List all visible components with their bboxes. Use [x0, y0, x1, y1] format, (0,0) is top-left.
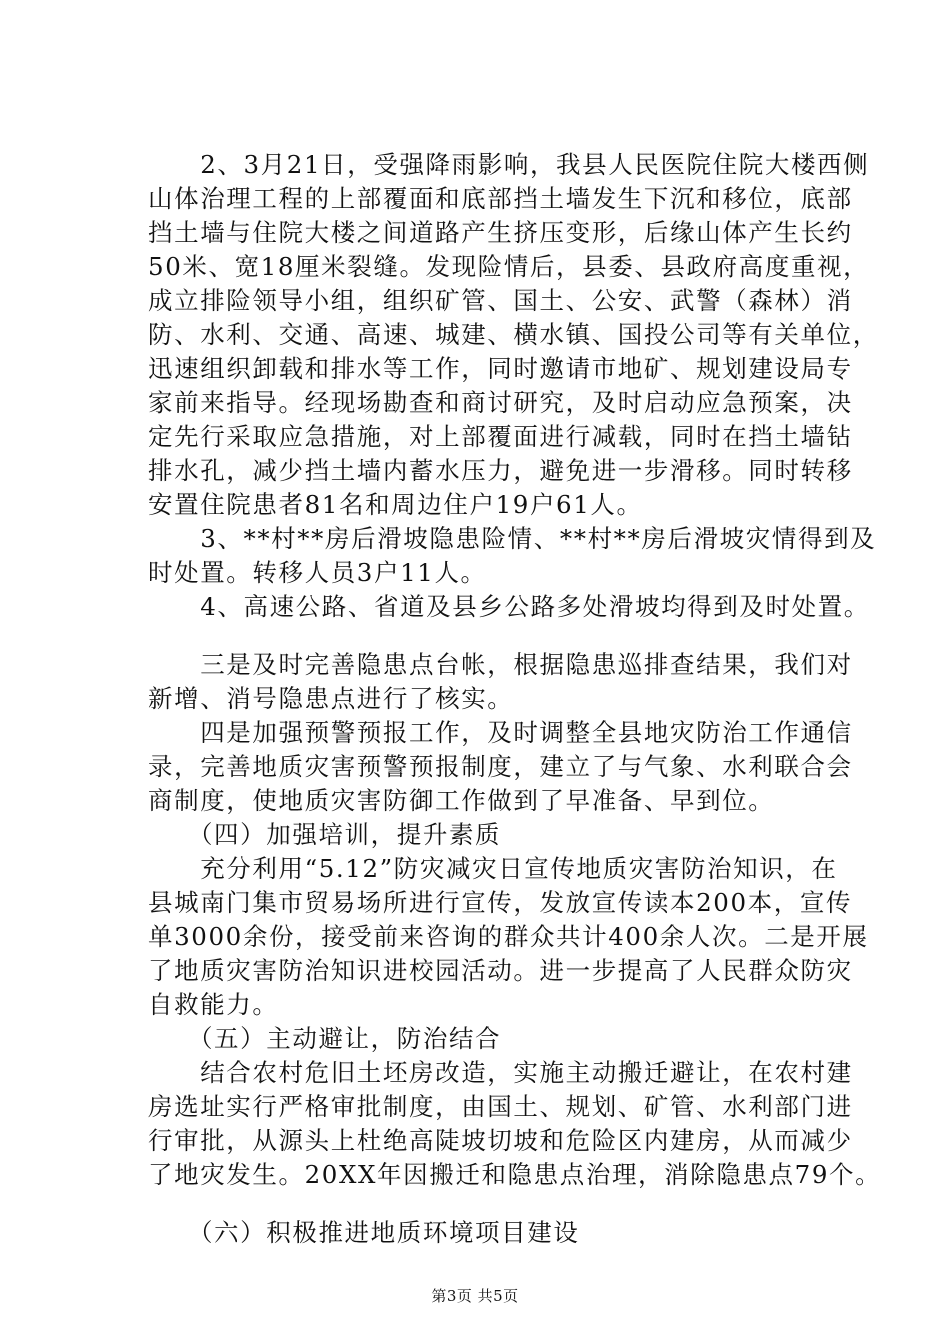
section-heading: （四）加强培训，提升素质 [148, 820, 502, 849]
text-line: 自救能力。 [148, 990, 279, 1019]
text-line: 了地质灾害防治知识进校园活动。进一步提高了人民群众防灾 [148, 956, 853, 985]
text-line: 挡土墙与住院大楼之间道路产生挤压变形，后缘山体产生长约 [148, 218, 853, 247]
text-line: 商制度，使地质灾害防御工作做到了早准备、早到位。 [148, 786, 775, 815]
text-line: 4、高速公路、省道及县乡公路多处滑坡均得到及时处置。 [148, 592, 870, 621]
text-line: 3、**村**房后滑坡隐患险情、**村**房后滑坡灾情得到及 [148, 524, 877, 553]
text-line: 时处置。转移人员3户11人。 [148, 558, 487, 587]
text-line: 充分利用“5.12”防灾减灾日宣传地质灾害防治知识，在 [148, 854, 838, 883]
text-line: 了地灾发生。20XX年因搬迁和隐患点治理，消除隐患点79个。 [148, 1160, 882, 1189]
text-line: 单3000余份，接受前来咨询的群众共计400余人次。二是开展 [148, 922, 869, 951]
text-line: 迅速组织卸载和排水等工作，同时邀请市地矿、规划建设局专 [148, 354, 853, 383]
text-line: 行审批，从源头上杜绝高陡坡切坡和危险区内建房，从而减少 [148, 1126, 853, 1155]
text-line: 家前来指导。经现场勘查和商讨研究，及时启动应急预案，决 [148, 388, 853, 417]
text-line: 定先行采取应急措施，对上部覆面进行减载，同时在挡土墙钻 [148, 422, 853, 451]
text-line: 新增、消号隐患点进行了核实。 [148, 684, 514, 713]
section-heading: （六）积极推进地质环境项目建设 [148, 1218, 580, 1247]
text-line: 安置住院患者81名和周边住户19户61人。 [148, 490, 643, 519]
text-line: 四是加强预警预报工作，及时调整全县地灾防治工作通信 [148, 718, 853, 747]
text-line: 结合农村危旧土坯房改造，实施主动搬迁避让，在农村建 [148, 1058, 853, 1087]
text-line: 成立排险领导小组，组织矿管、国土、公安、武警（森林）消 [148, 286, 853, 315]
text-line: 山体治理工程的上部覆面和底部挡土墙发生下沉和移位，底部 [148, 184, 853, 213]
text-line: 录，完善地质灾害预警预报制度，建立了与气象、水利联合会 [148, 752, 853, 781]
text-line: 三是及时完善隐患点台帐，根据隐患巡排查结果，我们对 [148, 650, 853, 679]
text-line: 县城南门集市贸易场所进行宣传，发放宣传读本200本，宣传 [148, 888, 853, 917]
page-number-footer: 第3页 共5页 [431, 1287, 519, 1305]
text-line: 50米、宽18厘米裂缝。发现险情后，县委、县政府高度重视， [148, 252, 870, 281]
text-line: 排水孔，减少挡土墙内蓄水压力，避免进一步滑移。同时转移 [148, 456, 853, 485]
section-heading: （五）主动避让，防治结合 [148, 1024, 502, 1053]
text-line: 防、水利、交通、高速、城建、横水镇、国投公司等有关单位， [148, 320, 879, 349]
text-line: 2、3月21日，受强降雨影响，我县人民医院住院大楼西侧 [148, 150, 870, 179]
text-line: 房选址实行严格审批制度，由国土、规划、矿管、水利部门进 [148, 1092, 853, 1121]
